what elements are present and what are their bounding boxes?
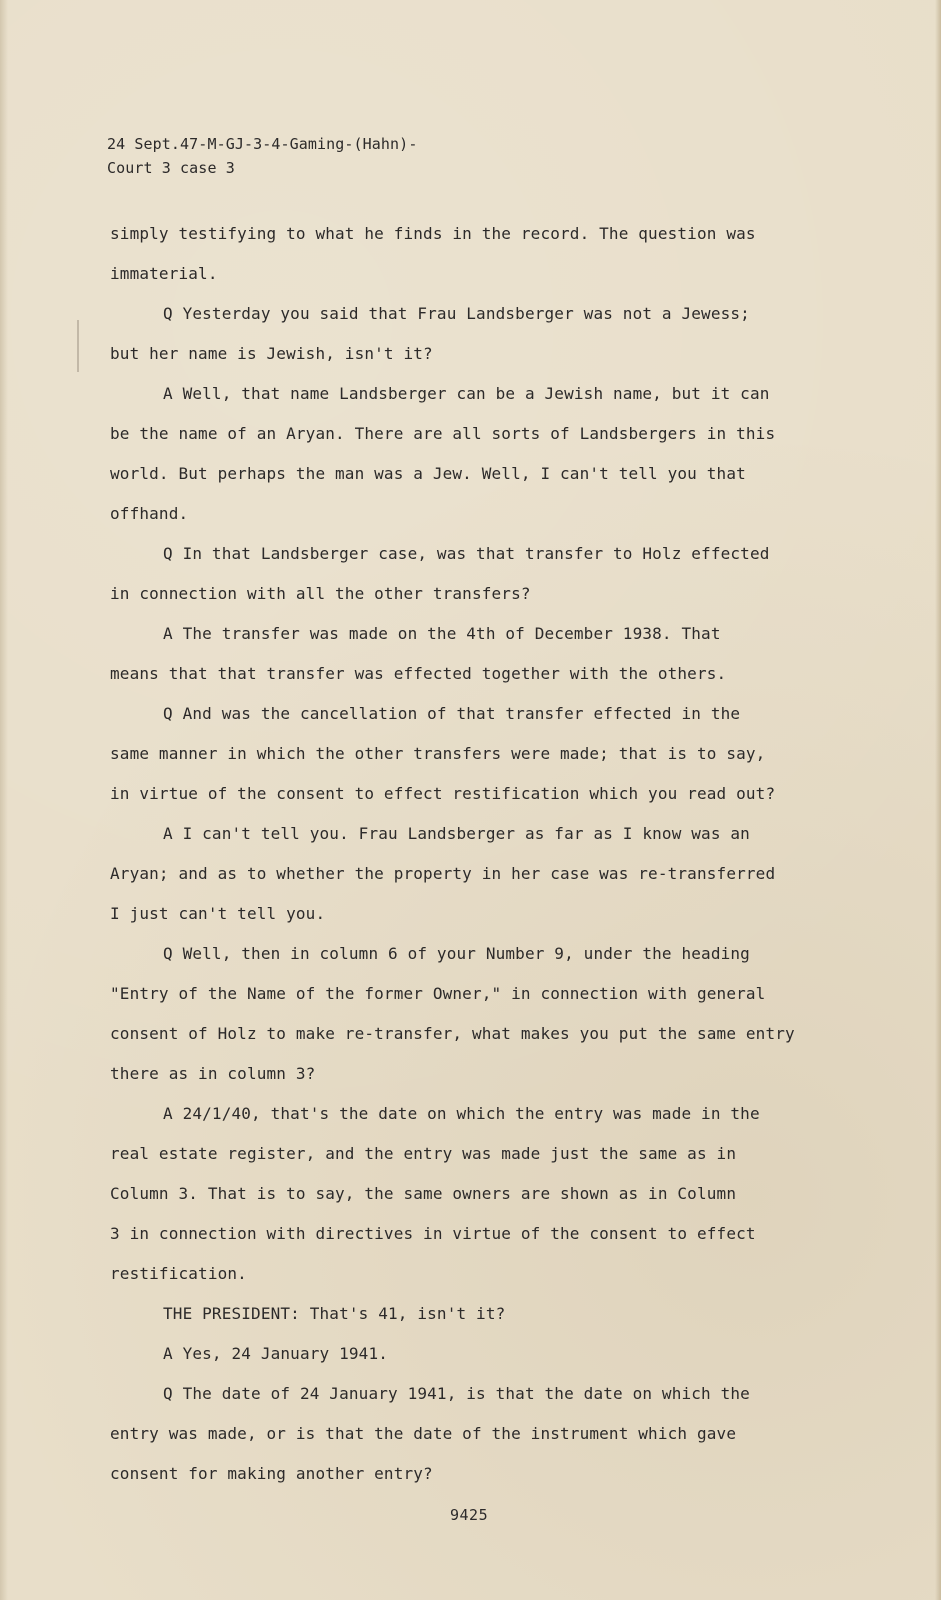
text-line: A 24/1/40, that's the date on which the entry was made in the bbox=[163, 1104, 760, 1123]
text-line: Q Well, then in column 6 of your Number 9, under the heading bbox=[163, 944, 750, 963]
text-line: same manner in which the other transfers were made; that is to say, bbox=[110, 744, 766, 763]
text-line: restification. bbox=[110, 1264, 247, 1283]
text-line: A I can't tell you. Frau Landsberger as far as I know was an bbox=[163, 824, 750, 843]
text-line: immaterial. bbox=[110, 264, 218, 283]
text-line: THE PRESIDENT: That's 41, isn't it? bbox=[163, 1304, 506, 1323]
text-line: Q And was the cancellation of that transfer effected in the bbox=[163, 704, 741, 723]
page-header bbox=[107, 132, 417, 180]
transcript-body bbox=[110, 214, 830, 1494]
text-line: be the name of an Aryan. There are all sorts of Landsbergers in this bbox=[110, 424, 776, 443]
text-line: in connection with all the other transfers? bbox=[110, 584, 531, 603]
paper-fold-mark bbox=[77, 320, 79, 372]
text-line: I just can't tell you. bbox=[110, 904, 326, 923]
text-line: in virtue of the consent to effect restification which you read out? bbox=[110, 784, 776, 803]
text-line: Column 3. That is to say, the same owners are shown as in Column bbox=[110, 1184, 737, 1203]
text-line: Q Yesterday you said that Frau Landsberger was not a Jewess; bbox=[163, 304, 750, 323]
text-line: A Yes, 24 January 1941. bbox=[163, 1344, 389, 1363]
text-line: A The transfer was made on the 4th of December 1938. That bbox=[163, 624, 721, 643]
header-court-line: Court 3 case 3 bbox=[107, 159, 235, 177]
text-line: there as in column 3? bbox=[110, 1064, 316, 1083]
paper-edge-right bbox=[935, 0, 941, 1600]
text-line: Aryan; and as to whether the property in her case was re-transferred bbox=[110, 864, 776, 883]
header-reference-line: 24 Sept.47-M-GJ-3-4-Gaming-(Hahn)- bbox=[107, 135, 418, 153]
text-line: but her name is Jewish, isn't it? bbox=[110, 344, 433, 363]
page-number: 9425 bbox=[450, 1506, 489, 1524]
text-line: offhand. bbox=[110, 504, 189, 523]
paper-edge-left bbox=[0, 0, 8, 1600]
text-line: real estate register, and the entry was made just the same as in bbox=[110, 1144, 737, 1163]
text-line: means that that transfer was effected together with the others. bbox=[110, 664, 727, 683]
text-line: "Entry of the Name of the former Owner," in connection with general bbox=[110, 984, 766, 1003]
text-line: Q The date of 24 January 1941, is that the date on which the bbox=[163, 1384, 750, 1403]
text-line: entry was made, or is that the date of the instrument which gave bbox=[110, 1424, 737, 1443]
text-line: consent for making another entry? bbox=[110, 1464, 433, 1483]
text-line: A Well, that name Landsberger can be a Jewish name, but it can bbox=[163, 384, 770, 403]
text-line: Q In that Landsberger case, was that transfer to Holz effected bbox=[163, 544, 770, 563]
text-line: consent of Holz to make re-transfer, what makes you put the same entry bbox=[110, 1024, 795, 1043]
text-line: 3 in connection with directives in virtue of the consent to effect bbox=[110, 1224, 756, 1243]
text-line: world. But perhaps the man was a Jew. Well, I can't tell you that bbox=[110, 464, 746, 483]
text-line: simply testifying to what he finds in the record. The question was bbox=[110, 224, 756, 243]
